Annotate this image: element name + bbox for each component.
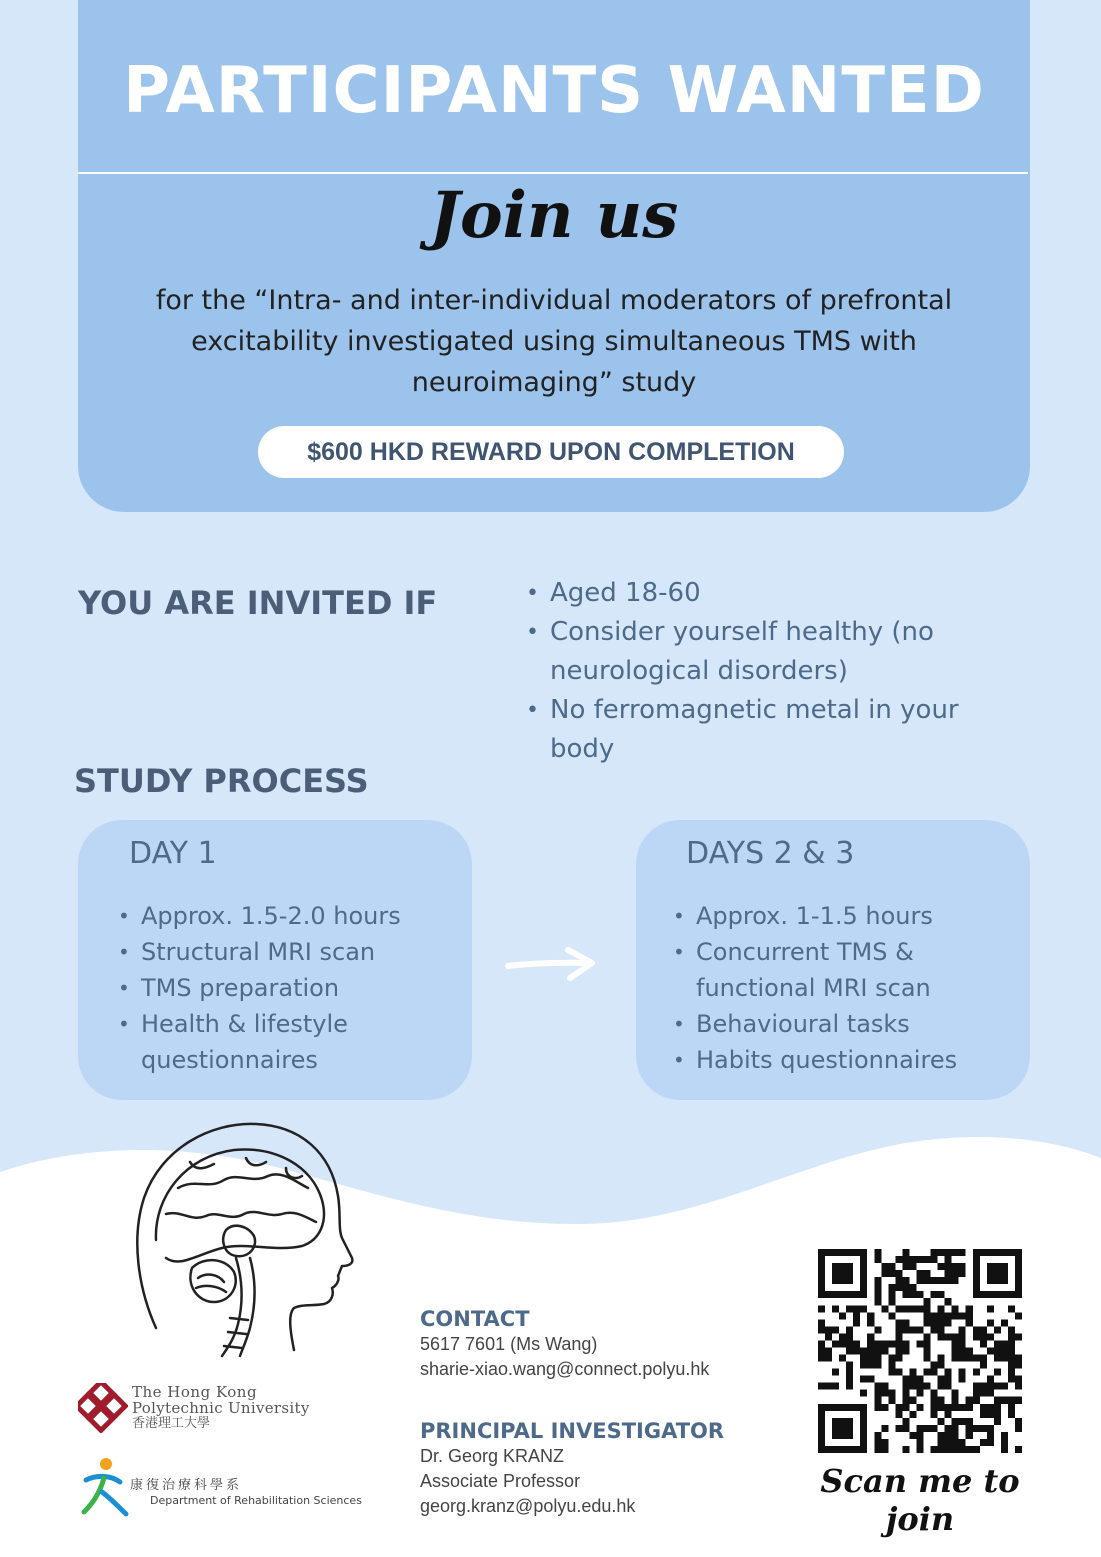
- pi-email[interactable]: georg.kranz@polyu.edu.hk: [420, 1496, 636, 1516]
- arrow-right-icon: [504, 944, 600, 984]
- contact-email[interactable]: sharie-xiao.wang@connect.polyu.hk: [420, 1359, 710, 1379]
- day1-card: [78, 820, 472, 1100]
- rehab-sciences-zh: 康復治療科學系: [130, 1478, 243, 1493]
- pi-name: Dr. Georg KRANZ: [420, 1446, 565, 1466]
- title-divider: [78, 172, 1028, 174]
- polyu-name-line1: The Hong Kong: [132, 1383, 258, 1401]
- scan-caption: Scan me to join: [820, 1462, 1020, 1538]
- day1-list: [118, 898, 458, 1078]
- days23-item: • Behavioural tasks: [673, 1006, 1018, 1042]
- day1-item: • Health & lifestyle questionnaires: [118, 1006, 458, 1078]
- rehab-sciences-name: [130, 1478, 362, 1508]
- days23-list: [673, 898, 1018, 1078]
- contact-heading: CONTACT: [420, 1307, 530, 1331]
- invited-heading: YOU ARE INVITED IF: [78, 584, 438, 622]
- page-title: PARTICIPANTS WANTED: [123, 54, 985, 128]
- day1-item: • Structural MRI scan: [118, 934, 458, 970]
- process-heading: STUDY PROCESS: [74, 762, 369, 800]
- contact-section: [420, 1306, 709, 1382]
- day1-item: • TMS preparation: [118, 970, 458, 1006]
- join-us-heading: Join us: [429, 178, 679, 253]
- pi-heading: PRINCIPAL INVESTIGATOR: [420, 1419, 725, 1443]
- pi-section: [420, 1418, 724, 1519]
- criteria-list: [526, 574, 986, 769]
- reward-badge: $600 HKD REWARD UPON COMPLETION: [258, 426, 844, 478]
- days23-title: DAYS 2 & 3: [686, 836, 855, 871]
- days23-item: • Approx. 1-1.5 hours: [673, 898, 1018, 934]
- criteria-item: • No ferromagnetic metal in your body: [526, 691, 986, 769]
- polyu-name: [132, 1384, 362, 1431]
- study-description: for the “Intra- and inter-individual moderators of prefrontal excitability investigated using simultaneous TMS with neuroimaging” study: [155, 285, 953, 398]
- hero-banner: [78, 0, 1030, 512]
- brain-illustration: [126, 1118, 358, 1358]
- polyu-logo-icon: [78, 1383, 128, 1433]
- polyu-name-zh: 香港理工大學: [132, 1416, 211, 1431]
- days23-item: • Habits questionnaires: [673, 1042, 1018, 1078]
- polyu-name-line2: Polytechnic University: [132, 1399, 310, 1417]
- qr-code-icon[interactable]: [818, 1249, 1022, 1453]
- criteria-item: • Aged 18-60: [526, 574, 986, 613]
- days23-card: [636, 820, 1030, 1100]
- criteria-item: • Consider yourself healthy (no neurological disorders): [526, 613, 986, 691]
- days23-item: • Concurrent TMS & functional MRI scan: [673, 934, 1018, 1006]
- day1-item: • Approx. 1.5-2.0 hours: [118, 898, 458, 934]
- rehab-sciences-logo-icon: [76, 1456, 132, 1518]
- contact-phone: 5617 7601 (Ms Wang): [420, 1334, 598, 1354]
- pi-role: Associate Professor: [420, 1471, 581, 1491]
- day1-title: DAY 1: [129, 836, 217, 871]
- rehab-sciences-en: Department of Rehabilitation Sciences: [150, 1494, 362, 1507]
